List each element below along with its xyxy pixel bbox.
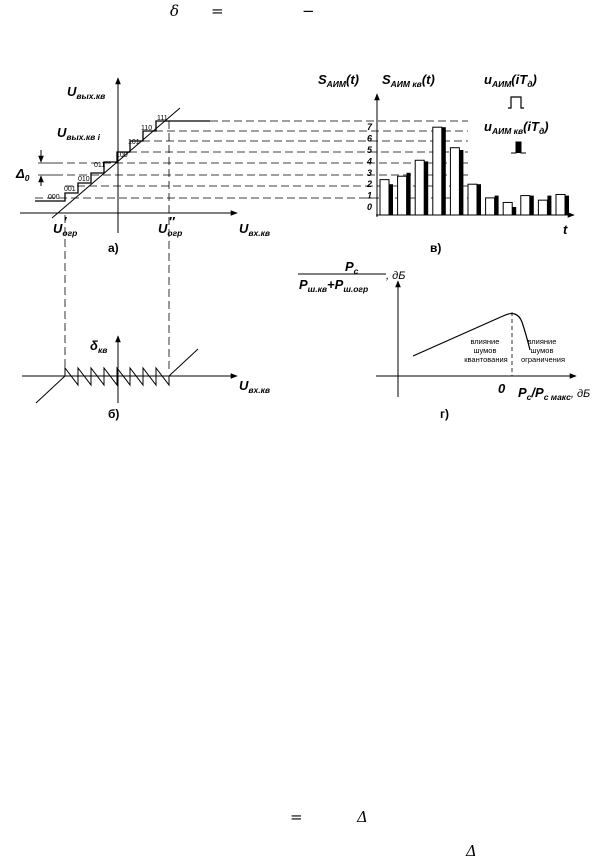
u-ogr-right: Uогр″ <box>158 214 183 238</box>
title-s-aim-kv: SАИМ кв(t) <box>382 72 435 89</box>
bar-s-aim-kv-1 <box>389 184 393 215</box>
level-number-7: 7 <box>367 122 373 133</box>
panel-b <box>22 336 270 421</box>
bar-s-aim-kv-8 <box>512 207 516 215</box>
top-delta: δ <box>170 2 180 20</box>
bottom-delta-1: Δ <box>357 808 368 826</box>
bar-s-aim-1 <box>380 180 389 215</box>
code-011: 011 <box>94 162 106 169</box>
pulse1-shape <box>508 97 524 108</box>
level-number-5: 5 <box>367 145 373 155</box>
panel-a-x-label: Uвх.кв <box>239 221 271 238</box>
caption-a: а) <box>108 241 119 255</box>
bar-s-aim-kv-9 <box>530 196 534 215</box>
bar-s-aim-9 <box>521 196 530 215</box>
panel-g-x-label: Pс/Pс макс, дБ <box>518 385 591 402</box>
snr-curve <box>413 314 530 356</box>
level-number-3: 3 <box>367 167 373 178</box>
pulse2-label: uАИМ кв(iTд) <box>484 119 549 136</box>
code-100: 100 <box>116 152 128 159</box>
bar-s-aim-4 <box>433 127 442 215</box>
code-001: 001 <box>64 186 76 193</box>
bar-s-aim-kv-4 <box>442 127 446 215</box>
bar-s-aim-kv-11 <box>565 196 569 215</box>
level-number-4: 4 <box>367 156 373 167</box>
bar-s-aim-5 <box>450 148 459 215</box>
bottom-delta-2: Δ <box>466 842 477 860</box>
pulse1-label: uАИМ(iTд) <box>484 72 537 89</box>
snr-unit: , дБ <box>386 270 406 282</box>
note-quantization: влияние шумов квантования <box>464 337 508 364</box>
bar-s-aim-2 <box>398 176 407 215</box>
panel-b-right-ramp <box>169 349 198 376</box>
panel-a <box>15 78 270 255</box>
panel-v <box>318 72 574 255</box>
bar-s-aim-kv-2 <box>407 173 411 215</box>
title-s-aim: SАИМ(t) <box>318 72 360 89</box>
bar-s-aim-kv-5 <box>459 150 463 215</box>
bar-marks <box>380 127 569 215</box>
bar-s-aim-7 <box>486 198 495 215</box>
panel-a-y-label: Uвых.кв <box>67 84 106 101</box>
level-label: Uвых.кв i <box>57 125 101 142</box>
u-ogr-left: Uогр′ <box>53 214 78 238</box>
step-label: Δ0 <box>16 166 30 183</box>
level-numbers <box>366 122 373 212</box>
top-equals: = <box>211 2 224 20</box>
pulse2-shape <box>511 142 526 153</box>
panel-b-y-label: δкв <box>90 338 108 355</box>
code-000: 000 <box>48 194 60 201</box>
level-number-2: 2 <box>367 179 373 190</box>
caption-g: г) <box>440 407 449 421</box>
panel-g <box>298 259 590 421</box>
panel-b-x-label: Uвх.кв <box>239 378 271 395</box>
t-label: t <box>563 222 568 237</box>
bottom-equals: = <box>290 808 303 826</box>
code-101: 101 <box>128 139 140 146</box>
zero-label: 0 <box>498 381 506 396</box>
bar-s-aim-11 <box>556 194 565 215</box>
bar-s-aim-kv-6 <box>477 184 481 215</box>
snr-denominator: Pш.кв+Pш.огр <box>299 277 369 294</box>
bar-s-aim-kv-7 <box>495 196 499 215</box>
bar-s-aim-10 <box>538 200 547 215</box>
bar-s-aim-kv-3 <box>424 161 428 215</box>
bar-s-aim-kv-10 <box>547 196 551 215</box>
bar-s-aim-8 <box>503 202 512 215</box>
level-number-1: 1 <box>367 190 373 201</box>
panel-b-left-ramp <box>36 376 65 403</box>
bar-s-aim-3 <box>415 160 424 215</box>
code-111: 111 <box>157 115 168 122</box>
bar-s-aim-6 <box>468 184 477 215</box>
level-number-6: 6 <box>367 133 373 144</box>
snr-numerator: Pс <box>345 259 359 276</box>
top-minus: − <box>302 2 315 20</box>
note-clipping: влияние шумов ограничения <box>520 337 566 364</box>
code-110: 110 <box>141 125 153 132</box>
code-010: 010 <box>78 176 90 183</box>
level-connectors <box>35 121 468 372</box>
caption-v: в) <box>430 241 442 255</box>
level-number-0: 0 <box>367 202 373 212</box>
caption-b: б) <box>108 407 120 421</box>
